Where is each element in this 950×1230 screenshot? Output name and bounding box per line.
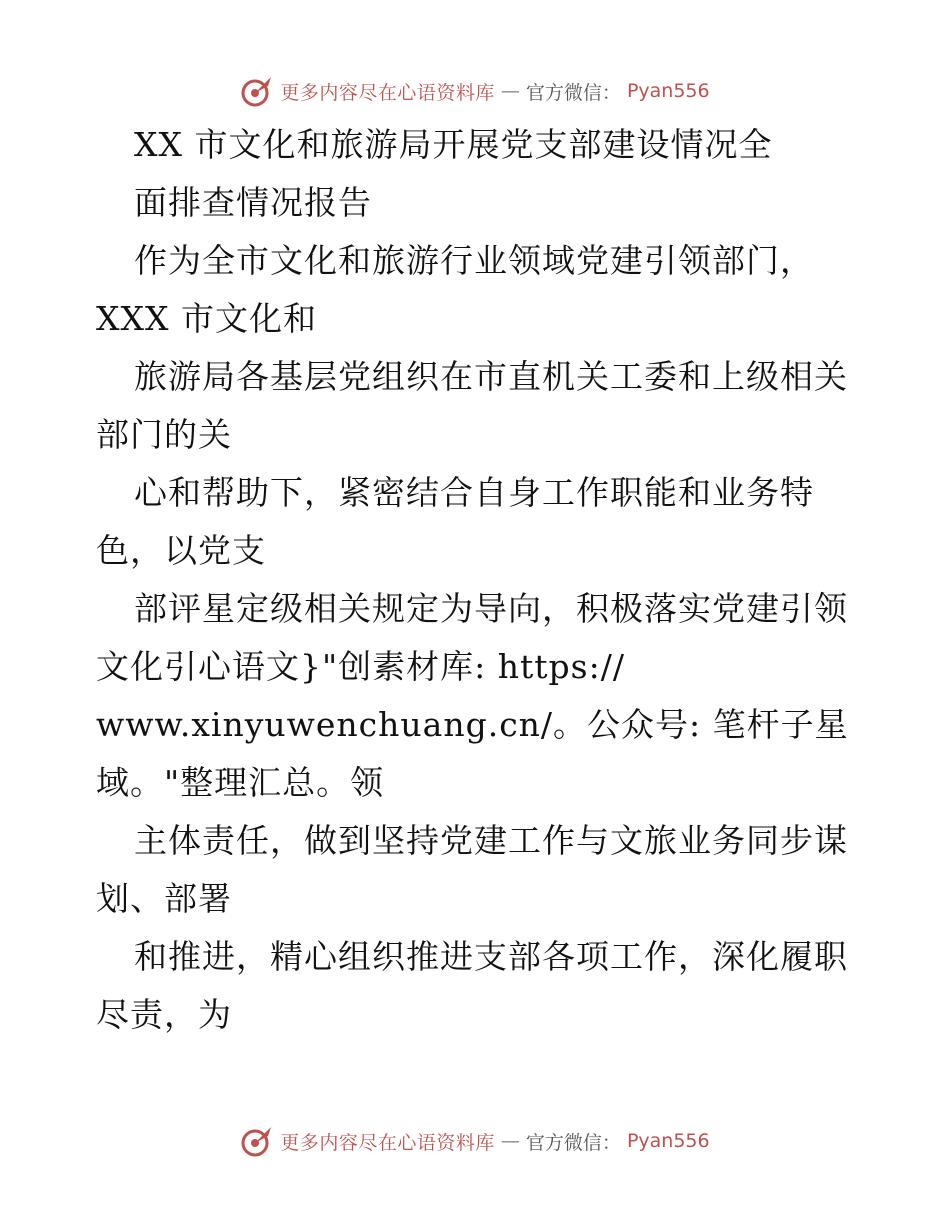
title-line-2: 面排查情况报告 (134, 183, 372, 222)
watermark-text: 更多内容尽在心语资料库 (280, 81, 495, 104)
paragraph-line: 作为全市文化和旅游行业领域党建引领部门， (134, 241, 814, 280)
title-line-1: XX 市文化和旅游局开展党支部建设情况全 (134, 125, 773, 164)
watermark-text: 更多内容尽在心语资料库 (280, 1131, 495, 1154)
paragraph-line: 部门的关 (96, 415, 232, 454)
watermark-account: Pyan556 (626, 1130, 710, 1152)
watermark-official-label: 官方微信： (525, 81, 621, 104)
footer-watermark (0, 1124, 950, 1158)
watermark-separator: — (500, 80, 520, 102)
watermark-separator: — (500, 1130, 520, 1152)
paragraph-line: 心和帮助下，紧密结合自身工作职能和业务特 (134, 473, 814, 512)
paragraph-line: www.xinyuwenchuang.cn/。公众号: 笔杆子星 (96, 705, 849, 744)
header-watermark (0, 74, 950, 108)
paragraph-line: 旅游局各基层党组织在市直机关工委和上级相关 (134, 357, 848, 396)
paragraph-line: 主体责任，做到坚持党建工作与文旅业务同步谋 (134, 821, 848, 860)
paragraph-line: 文化引心语文}"创素材库: https:// (96, 647, 625, 686)
watermark-official-label: 官方微信： (525, 1131, 621, 1154)
paragraph-line: 划、部署 (96, 879, 232, 918)
document-body (96, 116, 856, 1044)
watermark-account: Pyan556 (626, 80, 710, 102)
paragraph-line: 域。"整理汇总。领 (96, 763, 385, 802)
paragraph-line: 尽责，为 (96, 995, 232, 1034)
quill-logo-icon (240, 1124, 274, 1158)
paragraph-line: 部评星定级相关规定为导向，积极落实党建引领 (134, 589, 848, 628)
paragraph-line: 和推进，精心组织推进支部各项工作，深化履职 (134, 937, 848, 976)
quill-logo-icon (240, 74, 274, 108)
paragraph-line: 色，以党支 (96, 531, 266, 570)
paragraph-line: XXX 市文化和 (96, 299, 317, 338)
